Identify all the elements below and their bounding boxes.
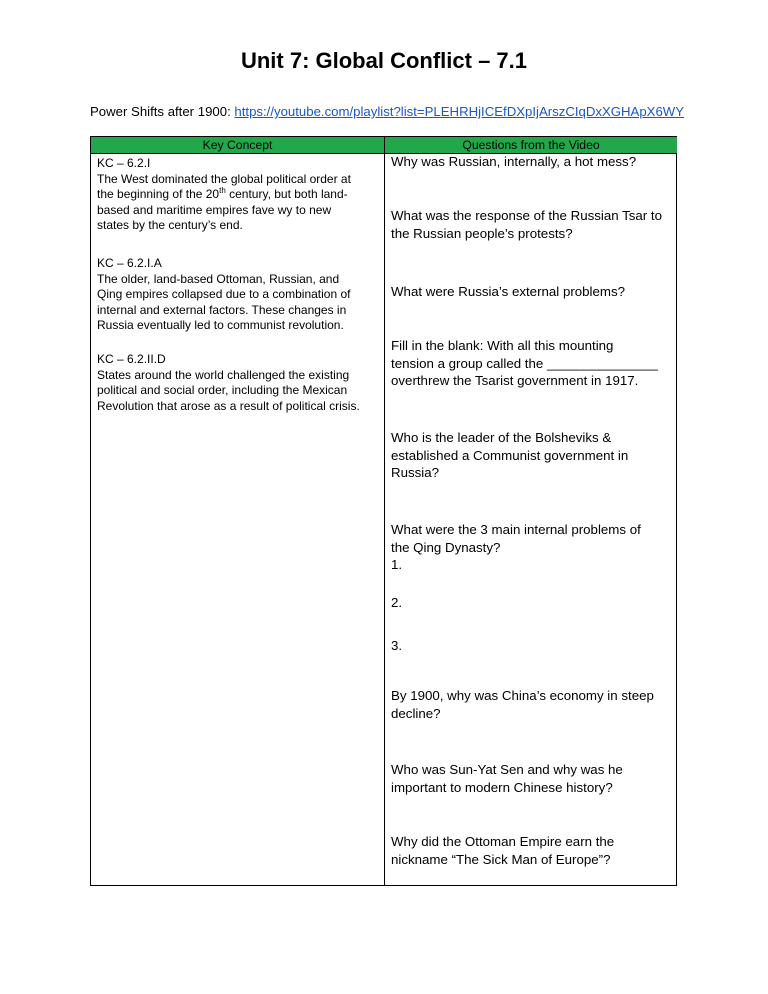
header-key-concept: Key Concept <box>91 137 384 153</box>
column-divider <box>384 137 385 885</box>
intro-line <box>90 104 684 119</box>
question-9: Why did the Ottoman Empire earn the nickname “The Sick Man of Europe”? <box>391 834 615 867</box>
question-2: What was the response of the Russian Tsar to the Russian people’s protests? <box>391 208 663 241</box>
kc-line: based and maritime empires fave wy to new <box>97 202 332 217</box>
kc-line: The West dominated the global political order at <box>97 171 351 186</box>
question-6-item-2: 2. <box>391 595 403 610</box>
question-4: Fill in the blank: With all this mounting tension a group called the _______________ overthrew the Tsarist government in 1917. <box>391 338 658 388</box>
key-concept-6-2-ii-d <box>97 352 379 414</box>
kc-line: states by the century’s end. <box>97 218 243 232</box>
kc-code: KC – 6.2.I.A <box>97 256 162 270</box>
kc-line: Revolution that arose as a result of political crisis. <box>97 398 360 413</box>
question-1: Why was Russian, internally, a hot mess? <box>391 154 637 169</box>
question-5: Who is the leader of the Bolsheviks & established a Communist government in Russia? <box>391 430 629 480</box>
kc-line: The older, land-based Ottoman, Russian, and <box>97 271 340 286</box>
question-6: What were the 3 main internal problems of the Qing Dynasty? 1. <box>391 522 641 572</box>
question-8: Who was Sun-Yat Sen and why was he important to modern Chinese history? <box>391 762 623 795</box>
kc-line: States around the world challenged the existing <box>97 367 350 382</box>
kc-line: the beginning of the 20th century, but both land- <box>97 186 348 201</box>
key-concept-6-2-i <box>97 156 379 234</box>
kc-code: KC – 6.2.I <box>97 156 151 170</box>
question-3: What were Russia’s external problems? <box>391 284 626 299</box>
kc-line: Russia eventually led to communist revolution. <box>97 318 344 332</box>
concept-question-table <box>90 136 677 886</box>
page-title: Unit 7: Global Conflict – 7.1 <box>240 48 528 73</box>
key-concept-6-2-i-a <box>97 256 379 334</box>
header-questions: Questions from the Video <box>384 137 677 153</box>
kc-line: political and social order, including the Mexican <box>97 383 348 397</box>
kc-line: internal and external factors. These changes in <box>97 302 347 317</box>
question-7: By 1900, why was China’s economy in steep decline? <box>391 688 654 721</box>
kc-line: Qing empires collapsed due to a combination of <box>97 287 351 301</box>
playlist-link[interactable]: https://youtube.com/playlist?list=PLEHRHjICEfDXpIjArszCIqDxXGHApX6WY <box>234 104 685 119</box>
intro-label: Power Shifts after 1900: <box>90 104 235 119</box>
kc-code: KC – 6.2.II.D <box>97 352 166 366</box>
question-6-item-3: 3. <box>391 638 403 653</box>
